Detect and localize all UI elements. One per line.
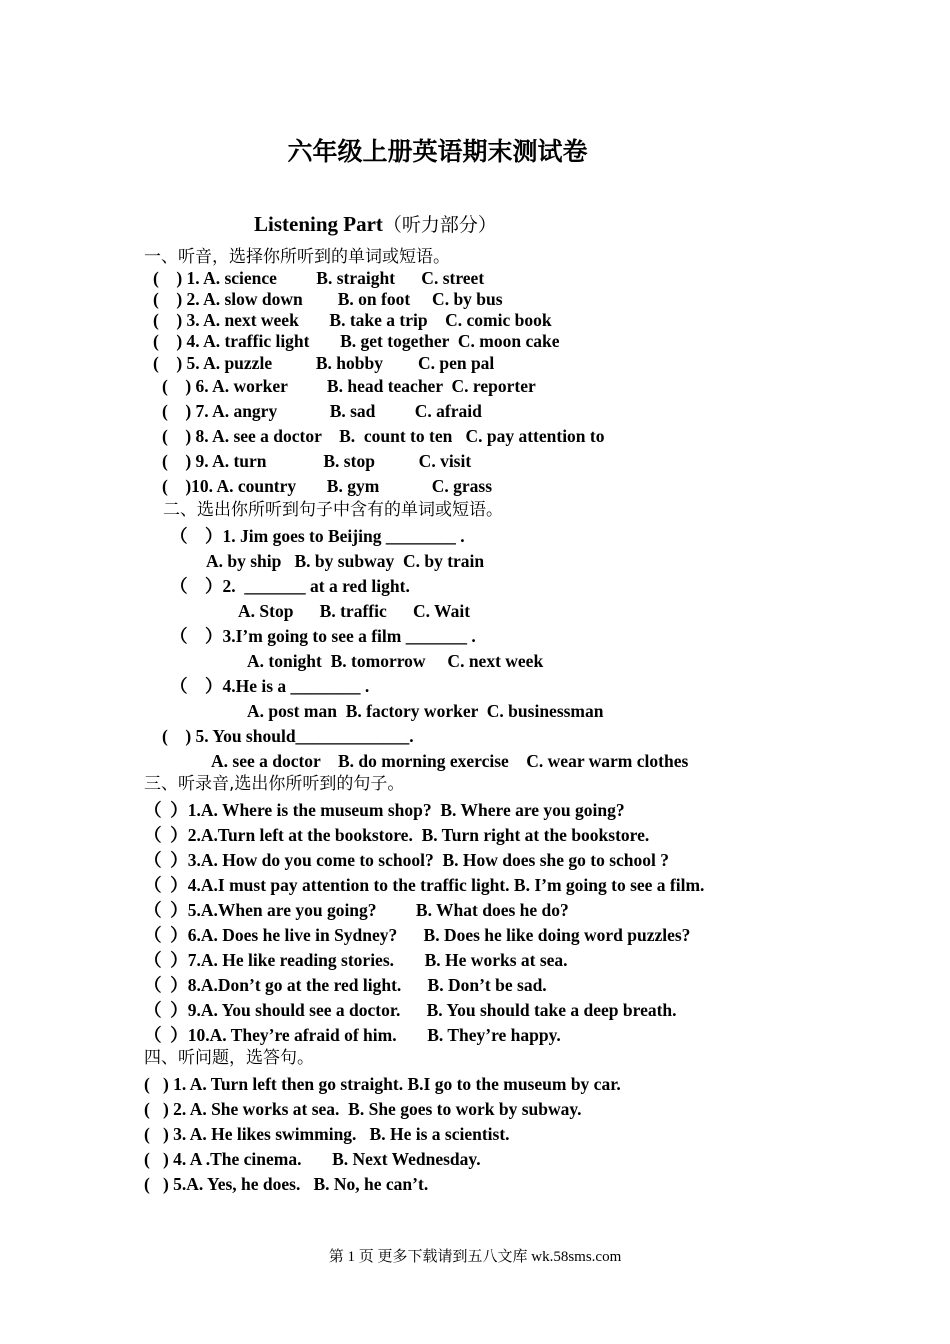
question-line: ( ) 4. A. traffic light B. get together C. moon cake <box>153 331 560 351</box>
section-2-heading: 二、选出你所听到句子中含有的单词或短语。 <box>163 500 503 520</box>
section-4-heading: 四、听问题，选答句。 <box>144 1048 314 1068</box>
question-line: ( ) 3. A. next week B. take a trip C. comic book <box>153 310 552 330</box>
question-line: （ ）8.A.Don’t go at the red light. B. Don’t be sad. <box>144 975 547 995</box>
question-line: （ ）5.A.When are you going? B. What does he do? <box>144 900 569 920</box>
question-line: （ ）2. _______ at a red light. <box>170 576 410 596</box>
question-line: （ ）7.A. He like reading stories. B. He works at sea. <box>144 950 568 970</box>
question-line: （ ）10.A. They’re afraid of him. B. They’re happy. <box>144 1025 561 1045</box>
option-line: A. see a doctor B. do morning exercise C. wear warm clothes <box>211 751 689 771</box>
option-line: A. post man B. factory worker C. businessman <box>247 701 604 721</box>
page-footer: 第 1 页 更多下载请到五八文库 wk.58sms.com <box>328 1249 622 1265</box>
question-line: ( ) 4. A .The cinema. B. Next Wednesday. <box>144 1149 481 1169</box>
question-line: （ ）9.A. You should see a doctor. B. You should take a deep breath. <box>144 1000 677 1020</box>
page-title: 六年级上册英语期末测试卷 <box>287 137 588 166</box>
question-line: ( ) 8. A. see a doctor B. count to ten C. pay attention to <box>162 426 605 446</box>
question-line: ( ) 1. A. science B. straight C. street <box>153 268 485 288</box>
question-line: （ ）1.A. Where is the museum shop? B. Where are you going? <box>144 800 625 820</box>
option-line: A. tonight B. tomorrow C. next week <box>247 651 544 671</box>
question-line: ( ) 1. A. Turn left then go straight. B.I go to the museum by car. <box>144 1074 621 1094</box>
question-line: ( ) 7. A. angry B. sad C. afraid <box>162 401 482 421</box>
option-line: A. by ship B. by subway C. by train <box>206 551 485 571</box>
section-3-heading: 三、听录音,选出你所听到的句子。 <box>144 774 405 794</box>
question-line: （ ）3.A. How do you come to school? B. How does she go to school ? <box>144 850 670 870</box>
question-line: ( ) 5. You should_____________. <box>162 726 414 746</box>
question-line: ( ) 3. A. He likes swimming. B. He is a scientist. <box>144 1124 510 1144</box>
question-line: （ ）2.A.Turn left at the bookstore. B. Turn right at the bookstore. <box>144 825 650 845</box>
question-line: ( )10. A. country B. gym C. grass <box>162 476 493 496</box>
question-line: （ ）4.A.I must pay attention to the traffic light. B. I’m going to see a film. <box>144 875 705 895</box>
question-line: （ ）3.I’m going to see a film _______ . <box>170 626 476 646</box>
section-1-heading: 一、听音，选择你所听到的单词或短语。 <box>144 247 450 267</box>
question-line: ( ) 2. A. slow down B. on foot C. by bus <box>153 289 503 309</box>
question-line: ( ) 5.A. Yes, he does. B. No, he can’t. <box>144 1174 429 1194</box>
question-line: （ ）1. Jim goes to Beijing ________ . <box>170 526 465 546</box>
question-line: （ ）6.A. Does he live in Sydney? B. Does he like doing word puzzles? <box>144 925 691 945</box>
question-line: ( ) 6. A. worker B. head teacher C. reporter <box>162 376 536 396</box>
subtitle-en: Listening Part <box>254 212 383 236</box>
question-line: （ ）4.He is a ________ . <box>170 676 370 696</box>
subtitle-cn: （听力部分） <box>382 214 497 236</box>
option-line: A. Stop B. traffic C. Wait <box>238 601 471 621</box>
section-subtitle <box>254 210 497 237</box>
question-line: ( ) 2. A. She works at sea. B. She goes to work by subway. <box>144 1099 582 1119</box>
question-line: ( ) 5. A. puzzle B. hobby C. pen pal <box>153 353 495 373</box>
question-line: ( ) 9. A. turn B. stop C. visit <box>162 451 472 471</box>
